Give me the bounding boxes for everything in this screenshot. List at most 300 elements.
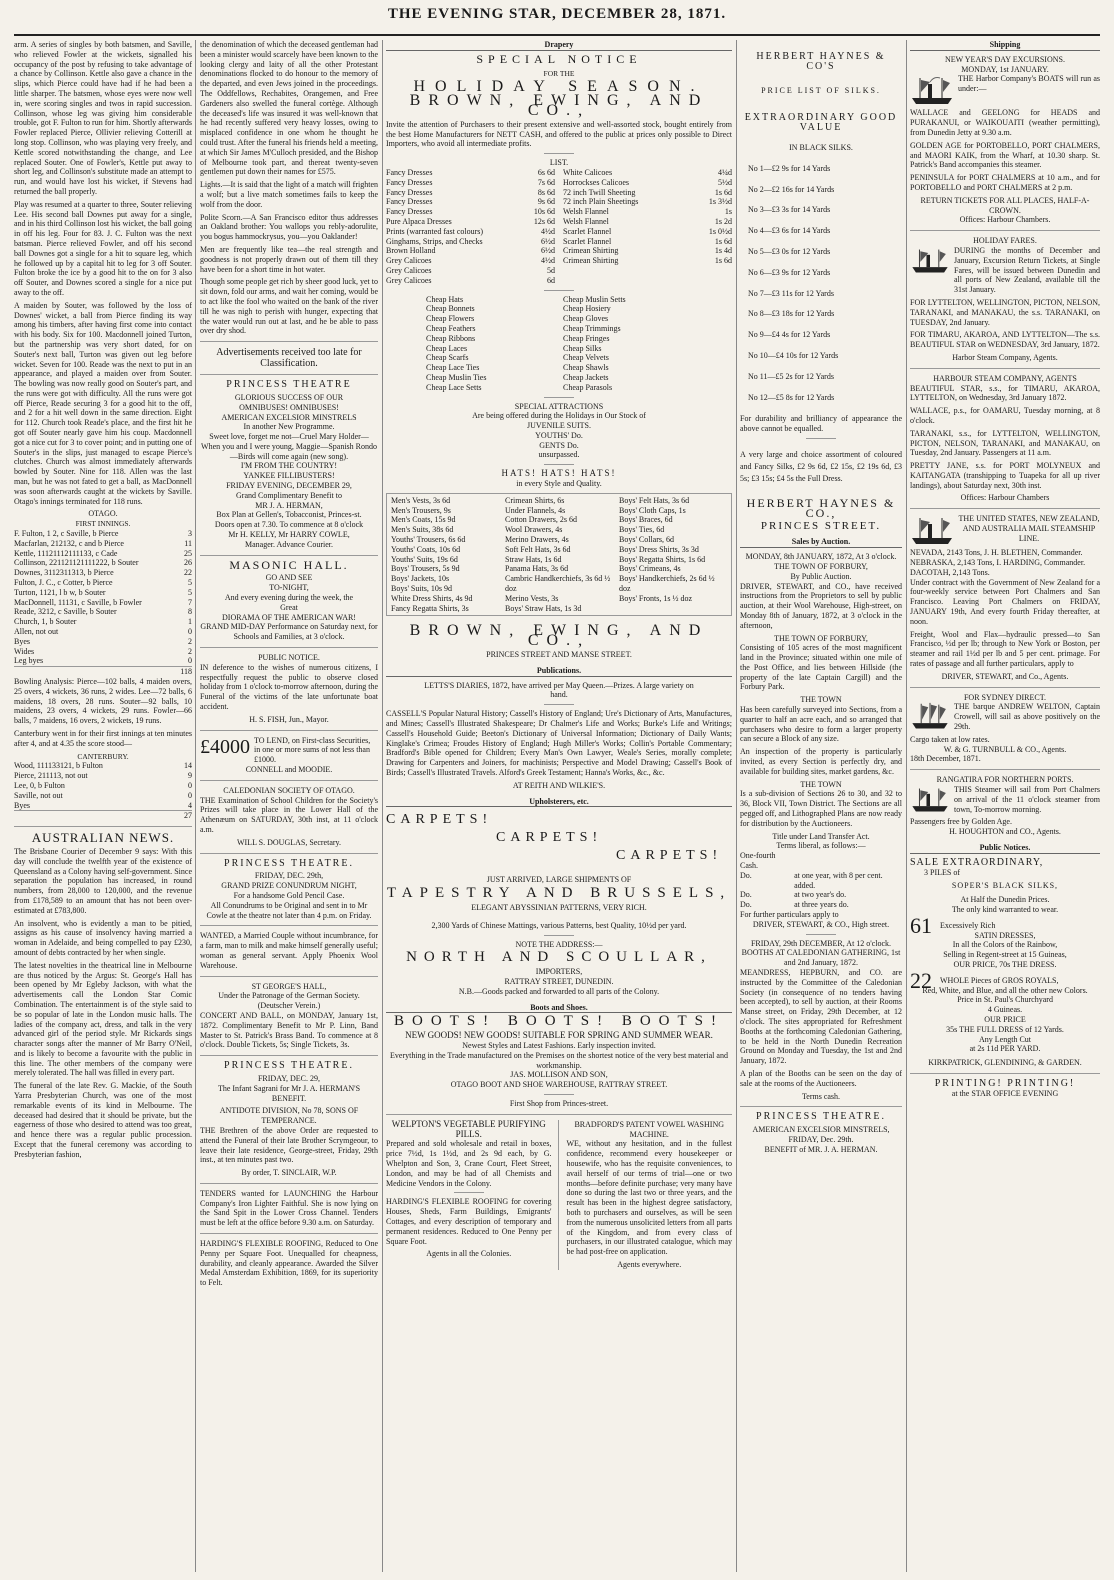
divider <box>910 687 1100 688</box>
table-row <box>14 781 192 791</box>
ad-body: WE, without any hesitation, and in the fullest confidence, recommend every housekeeper or housewife, who has the requisite conveniences, to avail herself of our terms of trial—one or two months—before definite purchase; very many have done so during the last two or three years, and the result has been in the highest degree satisfactory, both to purchasers and ourselves, as will be seen from the numerous unsolicited letters from all parts of the Kingdom, and from every class of purchasers, in our illustrated catalogue, which may be had post-free on application. <box>566 1139 732 1257</box>
list-item: Men's Vests, 3s 6d <box>391 495 451 505</box>
price-cell: 1s 0½d <box>708 226 732 236</box>
table-row <box>386 207 555 217</box>
item-cell: Prints (warranted fast colours) <box>386 226 484 236</box>
ad-title: ST GEORGE'S HALL, <box>251 981 327 991</box>
item-cell: 72 inch Twill Sheeting <box>563 187 636 197</box>
runs-cell: 25 <box>184 548 192 558</box>
ship-name: NEBRASKA, 2,143 Tons, I. HARDING, Commander. <box>910 558 1086 568</box>
menswear-list <box>386 493 732 617</box>
ad-signature: Harbor Steam Company, Agents. <box>952 352 1058 362</box>
divider <box>200 853 378 854</box>
ad-body: Selling in Regent-street at 15 Guineas, <box>943 950 1067 960</box>
ad-body: Freight, Wool and Flax—hydraulic pressed—to San Francisco, ½d per lb; through to New York or Boston, per steamer and rail 1½d per lb and 5 per cent. primage. For rates of passage and all further particulars, apply to <box>910 629 1100 669</box>
list-item: Cotton Drawers, 2s 6d <box>505 515 577 525</box>
table-row <box>14 607 192 617</box>
term-cell: One-fourth Cash. <box>740 851 776 871</box>
divider <box>200 555 378 556</box>
batsman-cell: Leg byes <box>14 656 44 666</box>
column-silks-auction <box>740 40 902 1572</box>
item-cell: Grey Calicoes <box>386 256 432 266</box>
ad-body: THIS Steamer will sail from Port Chalmers on arrival of the 11 o'clock steamer from town, To-morrow morning. <box>954 785 1100 814</box>
ad-title: EXTRAORDINARY GOOD VALUE <box>744 112 898 134</box>
table-row <box>740 890 902 900</box>
section-label: Public Notices. <box>910 843 1100 854</box>
divider <box>454 1192 484 1193</box>
ad-title: PRINTING! PRINTING! <box>934 1077 1076 1089</box>
offer-count: 22 <box>910 967 932 993</box>
price-list <box>386 168 732 286</box>
price-cell: 1s <box>724 207 732 217</box>
ad-line: FRIDAY, DEC. 29th, <box>254 871 324 881</box>
divider <box>200 1233 378 1234</box>
price-cell: 6½d <box>541 236 555 246</box>
table-row <box>14 771 192 781</box>
ad-loan <box>200 736 378 765</box>
ad-line: Grand Complimentary Benefit to <box>236 490 342 500</box>
list-item: Boys' Collars, 6d <box>619 535 674 545</box>
ad-signature: WILL S. DOUGLAS, Secretary. <box>236 837 342 847</box>
table-row <box>14 791 192 801</box>
ad-title: CALEDONIAN SOCIETY OF OTAGO. <box>223 785 355 795</box>
table-row <box>563 178 732 188</box>
cheap-list-left <box>426 295 555 393</box>
ad-title: TAPESTRY AND BRUSSELS, <box>386 885 732 902</box>
ad-title: SPECIAL NOTICE <box>476 51 642 66</box>
ad-subtitle: Under the Patronage of the German Society. (Deutscher Verein.) <box>218 991 360 1011</box>
price-cell: 12s 6d <box>533 216 555 226</box>
item-cell: White Calicoes <box>563 167 613 177</box>
divider <box>740 1106 902 1107</box>
list-item: Youths' Trousers, 6s 6d <box>391 535 466 545</box>
section-label: Sales by Auction. <box>740 537 902 548</box>
table-row <box>14 637 192 647</box>
list-item: Cheap Flowers <box>426 314 475 324</box>
table-row <box>14 568 192 578</box>
menswear-col-a <box>391 496 499 614</box>
terms-table <box>740 851 902 910</box>
silk-price-item: No 9—£4 4s for 12 Yards <box>748 330 831 340</box>
ad-body: Prepared and sold wholesale and retail in boxes, price 7½d, 1s 1½d, and 2s 9d each, by G. Whelpton and Son, 3, Crane Court, Fleet Street, London, and may be had of all Chemists and Medicine Vendors in the Colony. <box>386 1139 552 1188</box>
ad-body: For further particulars apply to <box>740 910 839 920</box>
ad-body: Red, White, and Blue, and all the other new Colors. <box>922 985 1088 995</box>
ad-body: Newest Styles and Latest Fashions. Early inspection invited. <box>462 1040 656 1050</box>
ad-title: WELPTON'S VEGETABLE PURIFYING PILLS. <box>391 1118 546 1139</box>
price-cell: 6s 6d <box>537 167 555 177</box>
ad-welpton <box>386 1120 559 1270</box>
list-item: Boys' Handkerchiefs, 2s 6d ½ doz <box>619 574 715 594</box>
ad-body: Price in St. Paul's Churchyard <box>957 995 1053 1005</box>
ad-body: THE Harbor Company's BOATS will run as under:— <box>958 74 1100 94</box>
table-row <box>563 188 732 198</box>
carpets-headline <box>386 811 732 875</box>
article-paragraph: arm. A series of singles by both batsmen, and Saville, who relieved Fowler at the wickets, signalled his occupancy of the post by refusing to take advantage of a chance by Collinson. Kettle also gave a chance in the slips, which Pierce could have had if he had been a little sharper. The batsmen, whose eyes were now well in, were scoring singles and twos in rapid succession. Collinson, whose leg was giving him considerable trouble, got F. Fulton to run for him. Shortly afterwards Fowler replaced Pierce, Ollivier relieving Cotterill at long stop. Collinson, who was playing very freely, and Kettle scored notwithstanding the change, and Lee replaced Souter. One of Fowler's, Kettle put away to short leg, and Collinson's substitute made an attempt to run, and would have lost his wicket, if Stevens had returned the ball properly. <box>14 40 192 196</box>
item-cell: 72 inch Plain Sheetings <box>563 197 639 207</box>
ad-body: Cargo taken at low rates. <box>910 734 990 744</box>
table-row <box>386 178 555 188</box>
list-item: Cheap Hats <box>426 294 464 304</box>
divider <box>910 368 1100 369</box>
firm-address: PRINCES STREET. <box>760 519 882 532</box>
term-detail-cell: at one year, with 8 per cent. added. <box>794 870 883 890</box>
firm-name: HERBERT HAYNES & CO., <box>746 495 896 520</box>
ad-item: YOUTHS' Do. <box>535 430 583 440</box>
ad-body: CASSELL'S Popular Natural History; Cassell's History of England; Ure's Dictionary of Arts, Manufactures, and Mines; Cassell's Illustrated Shakespeare; Dr Chalmer's Life and Works; Burke's Life and Writings; Cassell's Household Guide; Beeton's Dictionary of Universal Information; Dictionary of Daily Wants; Kinglake's Crimea; Froudes History of England; Hugh Miller's Works; Collin's Portable Commentary; Bradford's Bible opened for Children; Every Man's Own Lawyer, Weale's Series, morally complete; Drawing for Carpenters and Joiners, for machinists; Perspective and Model Drawing; Cassell's Book of Birds; Cassell's Illustrated Travels. Alford's Greek Testament; Hanna's Works, &c., &c. <box>386 709 732 777</box>
runs-cell: 0 <box>188 627 192 637</box>
price-cell: 4½d <box>541 256 555 266</box>
table-row <box>563 168 732 178</box>
table-row <box>14 578 192 588</box>
table-row <box>14 627 192 637</box>
silk-price-item: No 4—£3 6s for 14 Yards <box>748 226 831 236</box>
ship-ad <box>910 514 1100 548</box>
list-item: Cheap Gloves <box>563 314 609 324</box>
divider <box>910 508 1100 509</box>
ad-line: GRAND MID-DAY Performance on Saturday next, for Schools and Families, at 3 o'clock. <box>200 622 378 642</box>
ad-signature: Agents in all the Colonies. <box>426 1249 512 1259</box>
batsman-cell: Lee, 0, b Fulton <box>14 780 65 790</box>
runs-cell: 11 <box>184 538 192 548</box>
table-row <box>740 871 902 891</box>
ad-body: BEAUTIFUL STAR, s.s., for TIMARU, AKAROA, LYTTELTON, on Wednesday, 3rd January 1872. <box>910 383 1100 403</box>
list-item: Boys' Suits, 10s 9d <box>391 584 453 594</box>
ad-body: WHOLE Pieces of GROS ROYALS, <box>940 975 1059 985</box>
batsman-cell: Church, 1, b Souter <box>14 617 77 627</box>
price-list-right <box>563 168 732 266</box>
ad-body: FOR TIMARU, AKAROA, AND LYTTELTON—The s.s. BEAUTIFUL STAR on WEDNESDAY, 3rd January, 1872. <box>910 330 1100 350</box>
ad-body: Under contract with the Government of New Zealand for a four-weekly service between Port Chalmers and San Francisco. Leaving Port Chalmers on FRIDAY, JANUARY 19th, And every fourth Friday thereafter, at noon. <box>910 577 1100 626</box>
ad-body: DRIVER, STEWART, and CO., have received instructions from the Proprietors to sell by public auction, at their Wool Warehouse, High-street, on Monday 8th of January, 1872, at 3 o'clock in the afternoon, <box>740 581 902 630</box>
ad-body: PENINSULA for PORT CHALMERS at 10 a.m., and for PORTOBELLO and PORT CHALMERS at 2 p.m. <box>910 173 1100 192</box>
ad-title: THE TOWN OF FORBURY, <box>774 633 868 643</box>
divider <box>200 925 378 926</box>
silk-price-item: No 8—£3 18s for 12 Yards <box>748 309 835 319</box>
batsman-cell: Saville, not out <box>14 790 63 800</box>
steamship-icon <box>910 514 954 548</box>
ad-signature: H. S. FISH, Jun., Mayor. <box>249 714 329 724</box>
score-total: 27 <box>14 810 192 821</box>
column-rule <box>195 40 196 1572</box>
ad-title: RANGATIRA FOR NORTHERN PORTS. <box>936 775 1074 785</box>
list-item: Boys' Trousers, 5s 9d <box>391 564 460 574</box>
ad-body: N.B.—Goods packed and forwarded to all parts of the Colony. <box>458 986 660 996</box>
cheap-list <box>386 295 732 393</box>
table-row <box>563 237 732 247</box>
ad-body: In all the Colors of the Rainbow, <box>952 940 1058 950</box>
batsman-cell: Wides <box>14 646 35 656</box>
menswear-col-b <box>505 496 613 614</box>
ad-signature: CONNELL and MOODIE. <box>245 765 333 774</box>
batsman-cell: Reade, 3212, c Saville, b Souter <box>14 607 117 617</box>
auction-date: FRIDAY, 29th DECEMBER, At 12 o'clock. <box>750 938 892 948</box>
ad-title: PRINCESS THEATRE <box>226 379 352 391</box>
ad-line: Mr H. KELLY, Mr HARRY COWLE, <box>228 530 350 540</box>
ad-line: AMERICAN EXCELSIOR MINSTRELS <box>221 412 357 422</box>
ad-title: HOLIDAY FARES. <box>973 236 1037 246</box>
ad-line: In another New Programme. <box>243 422 335 432</box>
list-item: Cheap Bonnets <box>426 304 475 314</box>
list-item: Men's Trousers, 9s <box>391 505 451 515</box>
price-cell: 1s 4d <box>714 246 732 256</box>
table-row <box>386 188 555 198</box>
otago-scorecard <box>14 529 192 666</box>
runs-cell: 14 <box>184 761 192 771</box>
ad-title: SATIN DRESSES, <box>974 930 1036 940</box>
score-title: CANTERBURY. <box>77 751 129 761</box>
price-cell: 6d <box>547 275 555 285</box>
list-item: Boys' Felt Hats, 3s 6d <box>619 495 690 505</box>
score-subtitle: FIRST INNINGS. <box>75 519 131 529</box>
ship-ad <box>910 246 1100 298</box>
ad-body: Has been carefully surveyed into Sections, from a quarter to half an acre each, and so arranged that purchasers who desire to form a larger property can secure a Block of any size. <box>740 705 902 744</box>
ad-body: WALLACE and GEELONG for HEADS and PURAKANUI, or WAIKOUAITI (weather permitting), from Dunedin Jetty at 9.30 a.m. <box>910 108 1100 137</box>
item-cell: Fancy Dresses <box>386 187 433 197</box>
table-row <box>563 207 732 217</box>
list-item: Merino Vests, 3s <box>505 593 559 603</box>
ad-body: A very large and choice assortment of coloured and Fancy Silks, £2 9s 6d, £2 15s, £2 19s 6d, £3 5s; £3 15s; £4 5s the Full Dress. <box>740 449 902 483</box>
ad-body: RETURN TICKETS FOR ALL PLACES, HALF-A-CROWN. <box>920 195 1090 215</box>
ad-line: FRIDAY EVENING, DECEMBER 29, <box>226 481 352 491</box>
list-item: Cheap Trimmings <box>563 323 621 333</box>
list-item: Boys' Crimeans, 4s <box>619 564 681 574</box>
article-paragraph: Men are frequently like tea—the real strength and goodness is not properly drawn out of them till they have been for a short time in hot water. <box>200 244 378 274</box>
price-cell: 1s 3½d <box>708 197 732 207</box>
item-cell: Crimean Shirting <box>563 246 619 256</box>
runs-cell: 8 <box>188 607 192 617</box>
steamship-icon <box>910 785 950 815</box>
ad-body: BENEFIT of MR. J. A. HERMAN. <box>764 1144 878 1154</box>
ad-body: LETTS'S DIARIES, 1872, have arrived per May Queen.—Prizes. A large variety on hand. <box>424 680 694 700</box>
list-heading: LIST. <box>549 158 569 168</box>
silk-price-item: No 1—£2 9s for 14 Yards <box>748 163 831 173</box>
price-cell: 4½d <box>541 226 555 236</box>
price-cell: 8s 6d <box>537 187 555 197</box>
term-detail-cell: at three years do. <box>794 900 849 910</box>
list-item: Panama Hats, 3s 6d <box>505 564 569 574</box>
item-cell: Scarlet Flannel <box>563 236 612 246</box>
list-item: Cheap Scarfs <box>426 353 469 363</box>
price-cell: 4¼d <box>718 167 732 177</box>
list-item: Cheap Shawls <box>563 363 609 373</box>
table-row <box>14 558 192 568</box>
ad-title: BOOTHS AT CALEDONIAN GATHERING, 1st and 2nd January, 1872. <box>741 948 901 968</box>
ad-body: OUR PRICE <box>984 1014 1026 1024</box>
ad-body: Is a sub-division of Sections 26 to 30, and 32 to 36, Block VII, Town District. The Sections are all pegged off, and Lithographed Plans are now ready for distribution by the Auctioneers. <box>740 789 902 828</box>
ad-line: GRAND PRIZE CONUNDRUM NIGHT, <box>221 881 357 891</box>
divider <box>910 769 1100 770</box>
ad-masonic-hall <box>200 573 378 642</box>
ad-body: Title under Land Transfer Act. <box>772 831 870 841</box>
ad-title: PRINCESS THEATRE. <box>224 1060 354 1072</box>
list-item: Boys' Regatta Shirts, 1s 6d <box>619 554 706 564</box>
table-row <box>386 197 555 207</box>
steamship-icon <box>910 246 950 276</box>
item-cell: Crimean Shirting <box>563 256 619 266</box>
table-row <box>14 761 192 771</box>
article-paragraph: A maiden by Souter, was followed by the loss of Downes' wicket, a ball from Pierce finding its way among his timbers, after having first come into contact with his body. Six for 100. Macdonnell joined Turton, but the partnership was very short dated, for on Souter's next ball, Turton was given out leg before wicket. Seven for 100. Reade was the next to put in an appearance, and played a maiden over from Souter. The bowling was now really good on Souter's part, and the runs were got with difficulty. All the runs were got off Pierce, Reade securing 3 for a good hit to the off, and 2 for a hit well down in the same direction. Eight for 112. Church took Reade's place, and the first hit he got off Souter nearly gave him his coup. Macdonnell got a nice cut for 3 to cover point; and in putting one of Souter's in the slips, just managed to escape Pierce's clutches. Church was almost immediately afterwards bowled by Souter. Nine for 118. Allen was the last man, but he was not fated to get a ball, as MacDonnell was soon afterwards caught at the wickets by Saville. Otago's innings terminated for 118 runs. <box>14 300 192 506</box>
table-row <box>386 237 555 247</box>
batsman-cell: F. Fulton, 1 2, c Saville, b Pierce <box>14 529 119 539</box>
ship-ad <box>910 702 1100 734</box>
silk-price-item: No 10—£4 10s for 12 Yards <box>748 350 839 360</box>
runs-cell: 5 <box>188 587 192 597</box>
divider <box>200 730 378 731</box>
item-cell: Pure Alpaca Dresses <box>386 216 452 226</box>
list-item: Fancy Regatta Shirts, 3s <box>391 603 469 613</box>
column-rule <box>736 40 737 1572</box>
batsman-cell: Byes <box>14 800 30 810</box>
list-item: Merino Drawers, 4s <box>505 535 569 545</box>
table-row <box>386 246 555 256</box>
batsman-cell: Kettle, 11121112111133, c Cade <box>14 548 118 558</box>
ad-title: SOPER'S BLACK SILKS, <box>951 881 1059 891</box>
term-detail-cell <box>794 851 902 871</box>
price-cell: 6½d <box>541 246 555 256</box>
ad-body: IN deference to the wishes of numerous citizens, I respectfully request the public to observe closed holiday from 1 o'clock to-morrow afternoon, during the Funeral of the victims of the late unfortunate boat accident. <box>200 662 378 712</box>
ad-body: GOLDEN AGE for PORTOBELLO, PORT CHALMERS, and MAORI KAIK, from the Wharf, at 10.30 sharp. St. Patrick's Band accompanies this steamer. <box>910 140 1100 170</box>
table-row <box>740 900 902 910</box>
runs-cell: 0 <box>188 780 192 790</box>
list-item: Cheap Fringes <box>563 333 610 343</box>
ad-line: MR J. A. HERMAN, <box>255 500 323 510</box>
article-paragraph: Lights.—It is said that the light of a match will frighten a wolf; but a live match sometimes fails to keep the wolf from the door. <box>200 180 378 209</box>
table-row <box>14 647 192 657</box>
table-row <box>386 266 555 276</box>
ad-body: Passengers free by Golden Age. <box>910 817 1012 827</box>
ad-line: TO-NIGHT, <box>269 583 309 593</box>
ad-line: For a handsome Gold Pencil Case. <box>233 890 345 900</box>
ad-harding: HARDING'S FLEXIBLE ROOFING, Reduced to One Penny per Square Foot. Unequalled for cheapness, durability, and cleanly appearance. Awarded the Silver Medal Amsterdam Exhibition, 1869, for its superiority to Felt. <box>200 1239 378 1288</box>
ad-signature: W. & G. TURNBULL & CO., Agents. <box>943 744 1067 754</box>
list-item: White Dress Shirts, 4s 9d <box>391 593 473 603</box>
ad-title: THE TOWN <box>800 695 842 705</box>
runs-cell: 5 <box>188 578 192 588</box>
section-heading: Advertisements received too late for Classification. <box>216 347 362 370</box>
ad-body: 2,300 Yards of Chinese Mattings, various Patterns, best Quality, 10½d per yard. <box>431 920 687 930</box>
firm-name: BROWN, EWING, AND CO., <box>409 622 709 650</box>
list-item: Boys' Straw Hats, 1s 3d <box>505 603 582 613</box>
steamship-icon <box>910 74 954 108</box>
firm-name: KIRKPATRICK, GLENDINING, & GARDEN. <box>928 1058 1082 1068</box>
ad-body: OUR PRICE, 70s THE DRESS. <box>953 959 1057 969</box>
batsman-cell: Macfarlan, 212132, c and b Pierce <box>14 538 124 548</box>
silk-price-item: No 6—£3 9s for 12 Yards <box>748 267 831 277</box>
ad-body: THE Brethren of the above Order are requested to attend the Funeral of their late Brother Scrymgeour, to leave their late residence, George-street, Friday, 29th inst., at ten minutes past two. <box>200 1125 378 1165</box>
firm-name: BROWN, EWING, AND CO., <box>409 92 709 119</box>
list-item: Cheap Laces <box>426 343 468 353</box>
section-label: Boots and Shoes. <box>386 1003 732 1014</box>
list-item: Boys' Jackets, 10s <box>391 574 450 584</box>
ad-body: ELEGANT ABYSSINIAN PATTERNS, VERY RICH. <box>471 902 647 912</box>
ad-body: Invite the attention of Purchasers to their present extensive and well-assorted stock, bought entirely from the best Home Manufacturers for NETT CASH, and offered to the public at prices only possible to Direct Importers, who avoid all intermediate profits. <box>386 119 732 149</box>
table-row <box>563 227 732 237</box>
ad-body: DURING the months of December and January, Excursion Return Tickets, at Single Fares, will be issued between Dunedin and all ports of New Zealand, available till the 31st January. <box>954 245 1100 295</box>
divider <box>14 826 192 827</box>
ad-item: GENTS Do. <box>539 440 579 450</box>
ad-body: FOR LYTTELTON, WELLINGTON, PICTON, NELSON, TARANAKI, and MANAKAU, the s.s. TARANAKI, on TUESDAY, 2nd January. <box>910 297 1100 327</box>
ad-line: And every evening during the week, the <box>224 593 354 603</box>
ad-signature: Offices: Harbour Chambers <box>960 493 1050 503</box>
masthead-rule <box>14 34 1100 36</box>
firm-name: NORTH AND SCOULLAR, <box>406 949 712 966</box>
ad-body: AMERICAN EXCELSIOR MINSTRELS, FRIDAY, Dec. 29th. <box>752 1125 890 1144</box>
silk-price-item: No 12—£5 8s for 12 Yards <box>748 392 835 402</box>
section-label: Drapery <box>386 40 732 51</box>
list-item: Men's Coats, 15s 9d <box>391 515 456 525</box>
item-cell: Brown Holland <box>386 246 436 256</box>
column-misc <box>200 40 378 1572</box>
price-cell: 1s 2d <box>714 216 732 226</box>
table-row <box>14 588 192 598</box>
table-row <box>14 539 192 549</box>
silk-price-item: No 5—£3 0s for 12 Yards <box>748 246 831 256</box>
ad-subtitle: MONDAY, 1st JANUARY. <box>961 64 1049 74</box>
ad-tenders: TENDERS wanted for LAUNCHING the Harbour Company's Iron Lighter Faithful. She is now lying on the Sand Spit in the Lower Cross Channel. Tenders must be left at the office before 9.30 a.m. on Saturday. <box>200 1188 378 1228</box>
batsman-cell: Pierce, 211113, not out <box>14 771 88 781</box>
table-row <box>14 549 192 559</box>
ad-body: A plan of the Booths can be seen on the day of sale at the rooms of the Auctioneers. <box>740 1068 902 1088</box>
ad-title: THE TOWN <box>800 779 842 789</box>
ad-line: DIORAMA OF THE AMERICAN WAR! <box>222 612 356 622</box>
menswear-col-c <box>619 496 727 614</box>
ad-signature: DRIVER, STEWART, & CO., High street. <box>752 919 890 929</box>
ad-signature: DRIVER, STEWART, and Co., Agents. <box>941 671 1069 681</box>
ad-title: SPECIAL ATTRACTIONS <box>514 401 604 411</box>
list-item: Cheap Lace Ties <box>426 363 480 373</box>
ad-title: ANTIDOTE DIVISION, No 78, SONS OF TEMPERANCE. <box>219 1106 359 1126</box>
ad-signature: Agents everywhere. <box>617 1259 682 1269</box>
list-item: Boys' Fronts, 1s ½ doz <box>619 593 693 603</box>
firm-address: OTAGO BOOT AND SHOE WAREHOUSE, RATTRAY STREET. <box>450 1080 668 1090</box>
ad-title: SALE EXTRAORDINARY, <box>910 856 1044 868</box>
divider <box>544 935 574 936</box>
ad-signature: AT REITH AND WILKIE'S. <box>512 780 606 790</box>
runs-cell: 9 <box>188 771 192 781</box>
section-label: Publications. <box>386 666 732 677</box>
ad-title: FOR SYDNEY DIRECT. <box>963 692 1046 702</box>
ad-title: MASONIC HALL. <box>229 557 349 572</box>
ad-line: Box Plan at Gellen's, Tobacconist, Princes-st. <box>216 510 362 520</box>
ad-line: FRIDAY, DEC. 29, <box>257 1073 320 1083</box>
ad-body: 3 PILES of <box>924 867 960 877</box>
ad-item: JUVENILE SUITS. <box>527 421 591 431</box>
column-shipping <box>910 40 1100 1572</box>
term-cell: Do. <box>740 870 752 880</box>
list-item: Straw Hats, 1s 6d <box>505 554 562 564</box>
ad-line: Sweet love, forget me not—Cruel Mary Holder—When you and I were young, Maggie—Spanish Rondo—Birds will come again (new song). <box>201 432 377 461</box>
divider <box>806 438 836 439</box>
ship-ad <box>910 785 1100 817</box>
ad-title: PRICE LIST OF SILKS. <box>761 85 881 95</box>
ad-title: BRADFORD'S PATENT VOWEL WASHING MACHINE. <box>574 1119 725 1139</box>
ad-body: at the STAR OFFICE EVENING <box>951 1088 1059 1098</box>
batsman-cell: MacDonnell, 11131, c Saville, b Fowler <box>14 597 142 607</box>
list-item: Boys' Ties, 6d <box>619 525 665 535</box>
table-row <box>386 227 555 237</box>
list-item: Cheap Muslin Setts <box>563 294 626 304</box>
list-item: Cambric Handkerchiefs, 3s 6d ½ doz <box>505 574 611 594</box>
table-row <box>563 197 732 207</box>
masthead: THE EVENING STAR, DECEMBER 28, 1871. <box>387 6 727 22</box>
divider <box>910 230 1100 231</box>
list-item: Boys' Cloth Caps, 1s <box>619 505 686 515</box>
ad-subtitle: By Public Auction. <box>790 571 852 581</box>
table-row <box>563 246 732 256</box>
ad-signature: By order, T. SINCLAIR, W.P. <box>241 1168 337 1178</box>
ad-princess-theatre-2 <box>200 871 378 920</box>
divider <box>200 647 378 648</box>
